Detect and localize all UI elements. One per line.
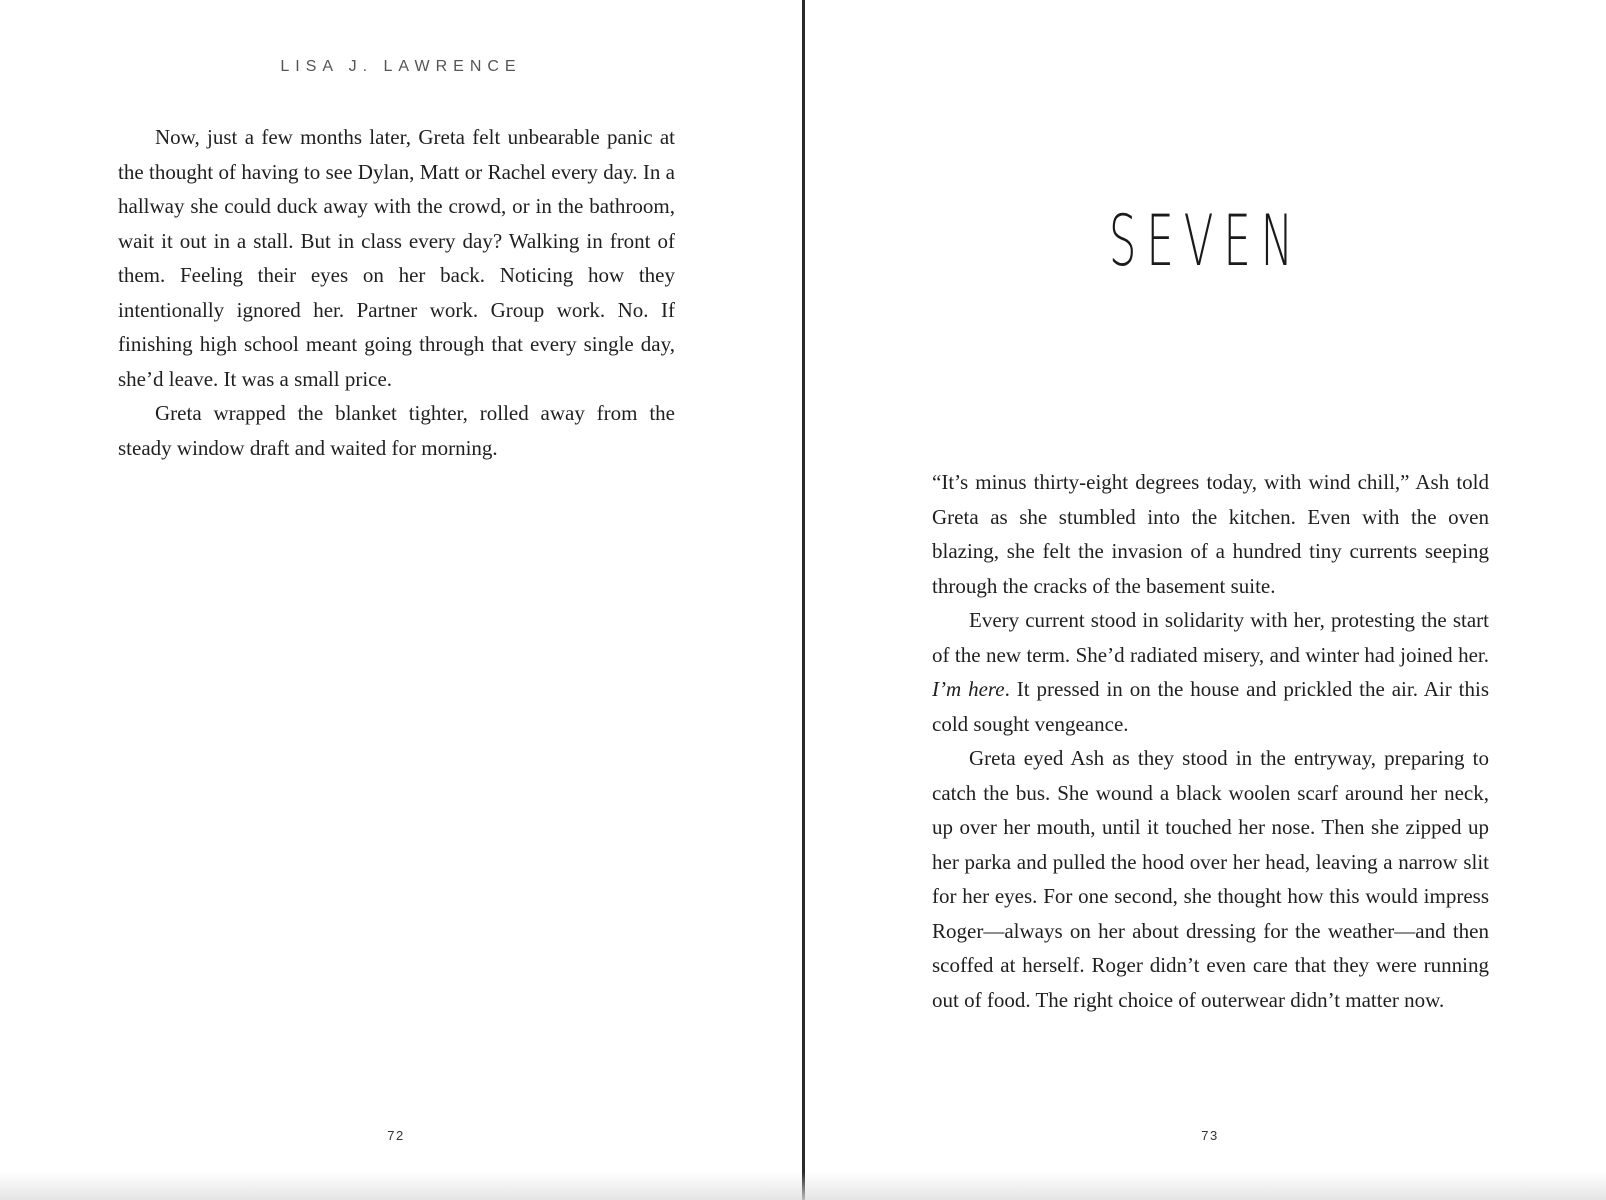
page-divider xyxy=(802,0,805,1200)
right-page-body xyxy=(932,465,1489,1017)
chapter-title: SEVEN xyxy=(1108,200,1304,282)
page-number-right: 73 xyxy=(1201,1128,1219,1143)
italic-phrase: I’m here xyxy=(932,677,1005,701)
body-paragraph: Now, just a few months later, Greta felt unbearable panic at the thought of having to see Dylan, Matt or Rachel every day. In a hallway she could duck away with the crowd, or in the bathroom, wait it out in a stall. But in class every day? Walking in front of them. Feeling their eyes on her back. Noticing how they intentionally ignored her. Partner work. Group work. No. If finishing high school meant going through that every single day, she’d leave. It was a small price. xyxy=(118,125,675,391)
paragraph-text: Every current stood in solidarity with her, protesting the start of the new term. She’d radiated misery, and winter had joined her. xyxy=(932,608,1489,667)
left-page xyxy=(0,0,802,1200)
right-page xyxy=(806,0,1606,1200)
body-paragraph: “It’s minus thirty-eight degrees today, with wind chill,” Ash told Greta as she stumbled into the kitchen. Even with the oven blazing, she felt the invasion of a hundred tiny currents seeping through the cracks of the basement suite. xyxy=(932,470,1489,598)
body-paragraph: Greta eyed Ash as they stood in the entryway, preparing to catch the bus. She wound a black woolen scarf around her neck, up over her mouth, until it touched her nose. Then she zipped up her parka and pulled the hood over her head, leaving a narrow slit for her eyes. For one second, she thought how this would impress Roger—always on her about dressing for the weather—and then scoffed at herself. Roger didn’t even care that they were running out of food. The right choice of outerwear didn’t matter now. xyxy=(932,746,1489,1012)
page-number-left: 72 xyxy=(387,1128,405,1143)
left-page-body xyxy=(118,120,675,465)
body-paragraph: Greta wrapped the blanket tighter, rolled away from the steady window draft and waited for morning. xyxy=(118,401,675,460)
running-head-author: LISA J. LAWRENCE xyxy=(280,58,522,75)
paragraph-text: . It pressed in on the house and prickled the air. Air this cold sought vengeance. xyxy=(932,677,1489,736)
body-paragraph xyxy=(932,603,1489,741)
